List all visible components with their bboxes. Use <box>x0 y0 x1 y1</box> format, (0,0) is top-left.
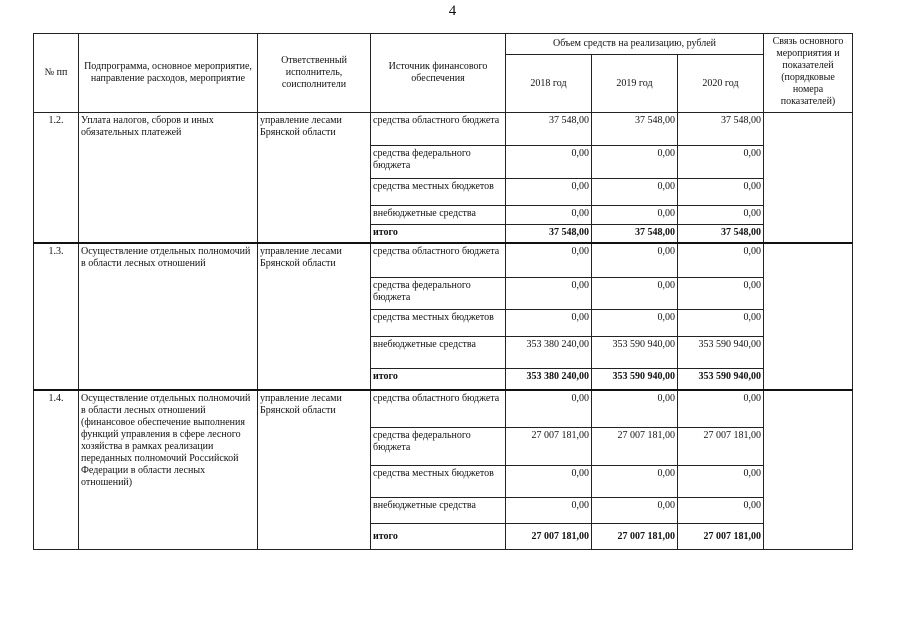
header-year-2019: 2019 год <box>592 55 678 113</box>
value-2018: 0,00 <box>506 278 592 310</box>
header-year-2018: 2018 год <box>506 55 592 113</box>
source-cell: средства местных бюджетов <box>371 179 506 206</box>
budget-table <box>33 33 853 550</box>
value-2020: 353 590 940,00 <box>678 337 764 369</box>
source-cell: внебюджетные средства <box>371 337 506 369</box>
source-cell: внебюджетные средства <box>371 206 506 225</box>
total-2019: 353 590 940,00 <box>592 369 678 390</box>
value-2019: 0,00 <box>592 390 678 428</box>
value-2020: 0,00 <box>678 146 764 179</box>
value-2018: 0,00 <box>506 206 592 225</box>
link-cell <box>764 243 853 390</box>
value-2018: 0,00 <box>506 179 592 206</box>
source-cell: средства местных бюджетов <box>371 466 506 498</box>
value-2018: 0,00 <box>506 146 592 179</box>
value-2019: 27 007 181,00 <box>592 428 678 466</box>
total-2020: 353 590 940,00 <box>678 369 764 390</box>
total-2020: 27 007 181,00 <box>678 524 764 550</box>
value-2019: 0,00 <box>592 498 678 524</box>
value-2020: 0,00 <box>678 310 764 337</box>
total-2018: 37 548,00 <box>506 225 592 243</box>
value-2019: 0,00 <box>592 243 678 278</box>
value-2020: 0,00 <box>678 466 764 498</box>
total-2018: 27 007 181,00 <box>506 524 592 550</box>
item-executor: управление лесами Брянской области <box>258 113 371 243</box>
value-2020: 0,00 <box>678 278 764 310</box>
value-2019: 0,00 <box>592 179 678 206</box>
source-total: итого <box>371 369 506 390</box>
item-name: Осуществление отдельных полномочий в области лесных отношений <box>79 243 258 390</box>
value-2019: 37 548,00 <box>592 113 678 146</box>
value-2020: 0,00 <box>678 206 764 225</box>
source-cell: внебюджетные средства <box>371 498 506 524</box>
item-num: 1.4. <box>34 390 79 550</box>
header-volume: Объем средств на реализацию, рублей <box>506 34 764 55</box>
source-cell: средства областного бюджета <box>371 390 506 428</box>
value-2020: 0,00 <box>678 390 764 428</box>
value-2019: 0,00 <box>592 278 678 310</box>
link-cell <box>764 390 853 550</box>
total-2020: 37 548,00 <box>678 225 764 243</box>
source-cell: средства местных бюджетов <box>371 310 506 337</box>
link-cell <box>764 113 853 243</box>
value-2018: 27 007 181,00 <box>506 428 592 466</box>
value-2018: 0,00 <box>506 390 592 428</box>
value-2020: 27 007 181,00 <box>678 428 764 466</box>
value-2019: 0,00 <box>592 310 678 337</box>
source-cell: средства федерального бюджета <box>371 428 506 466</box>
source-total: итого <box>371 524 506 550</box>
value-2020: 0,00 <box>678 243 764 278</box>
item-executor: управление лесами Брянской области <box>258 390 371 550</box>
header-link: Связь основного мероприятия и показателей (порядковые номера показателей) <box>764 34 853 113</box>
page-number: 4 <box>448 3 457 19</box>
header-program: Подпрограмма, основное мероприятие, направление расходов, мероприятие <box>79 34 258 113</box>
value-2020: 0,00 <box>678 179 764 206</box>
value-2019: 0,00 <box>592 146 678 179</box>
value-2018: 353 380 240,00 <box>506 337 592 369</box>
value-2018: 0,00 <box>506 243 592 278</box>
header-year-2020: 2020 год <box>678 55 764 113</box>
source-cell: средства федерального бюджета <box>371 278 506 310</box>
value-2020: 37 548,00 <box>678 113 764 146</box>
source-total: итого <box>371 225 506 243</box>
header-num: № пп <box>34 34 79 113</box>
total-2019: 27 007 181,00 <box>592 524 678 550</box>
total-2019: 37 548,00 <box>592 225 678 243</box>
total-2018: 353 380 240,00 <box>506 369 592 390</box>
item-executor: управление лесами Брянской области <box>258 243 371 390</box>
source-cell: средства федерального бюджета <box>371 146 506 179</box>
value-2020: 0,00 <box>678 498 764 524</box>
source-cell: средства областного бюджета <box>371 243 506 278</box>
value-2018: 0,00 <box>506 498 592 524</box>
value-2018: 0,00 <box>506 310 592 337</box>
value-2019: 0,00 <box>592 466 678 498</box>
item-name: Осуществление отдельных полномочий в области лесных отношений (финансовое обеспечение выполнения функций управления в сфере лесного хозяйства в рамках реализации переданных полномочий Российской Федерации в области лесных отношений) <box>79 390 258 550</box>
header-executor: Ответственный исполнитель, соисполнители <box>258 34 371 113</box>
header-source: Источник финансового обеспечения <box>371 34 506 113</box>
value-2019: 353 590 940,00 <box>592 337 678 369</box>
value-2018: 37 548,00 <box>506 113 592 146</box>
item-num: 1.3. <box>34 243 79 390</box>
item-num: 1.2. <box>34 113 79 243</box>
value-2019: 0,00 <box>592 206 678 225</box>
source-cell: средства областного бюджета <box>371 113 506 146</box>
table-header <box>34 34 853 113</box>
value-2018: 0,00 <box>506 466 592 498</box>
item-name: Уплата налогов, сборов и иных обязательных платежей <box>79 113 258 243</box>
